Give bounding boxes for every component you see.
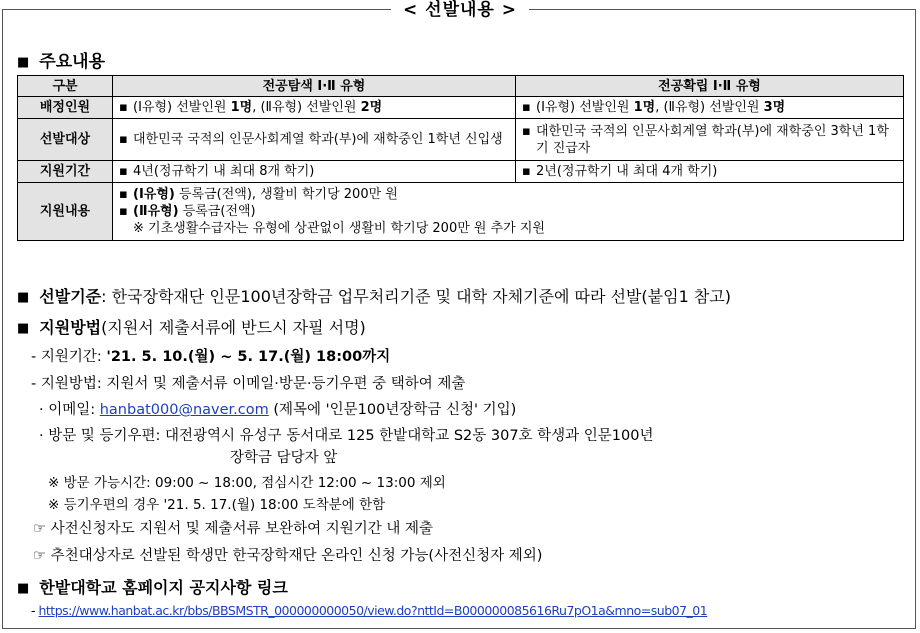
square-bullet-icon: ■: [17, 55, 30, 70]
row-label: 선발대상: [18, 119, 113, 161]
email-link[interactable]: hanbat000@naver.com: [99, 402, 269, 418]
row-bullet-icon: ▪: [119, 132, 128, 147]
pre-applicant-note: ☞ 사전신청자도 지원서 및 제출서류 보완하여 지원기간 내 제출: [33, 521, 434, 537]
row-bullet-icon: ▪: [522, 100, 531, 115]
criteria-line: ■ 선발기준: 한국장학재단 인문100년장학금 업무처리기준 및 대학 자체기준에 따라 선발(붙임1 참고): [17, 287, 731, 306]
row-bullet-icon: ▪: [522, 123, 531, 139]
table-row: [18, 161, 904, 183]
method-heading: ■ 지원방법(지원서 제출서류에 반드시 자필 서명): [17, 318, 366, 337]
table-row: [18, 119, 904, 161]
selection-table: [17, 75, 904, 241]
row-bullet-icon: ▪: [119, 187, 128, 202]
table-cell: ▪ (Ⅰ유형) 선발인원 1명, (Ⅱ유형) 선발인원 2명: [113, 97, 516, 119]
table-cell: ▪ (Ⅰ유형) 선발인원 1명, (Ⅱ유형) 선발인원 3명: [516, 97, 904, 119]
table-row: [18, 183, 904, 241]
homepage-link-line: - https://www.hanbat.ac.kr/bbs/BBSMSTR_000000000050/view.do?nttId=B000000085616Ru7pO1a&mno=sub07_01: [31, 603, 708, 618]
online-apply-note: ☞ 추천대상자로 선발된 학생만 한국장학재단 온라인 신청 가능(사전신청자 제외): [33, 548, 543, 564]
visit-line-cont: 장학금 담당자 앞: [230, 450, 338, 466]
table-header-row: [18, 76, 904, 97]
row-bullet-icon: ▪: [522, 164, 531, 179]
table-header-explore: 전공탐색 Ⅰ·Ⅱ 유형: [113, 76, 516, 97]
row-bullet-icon: ▪: [119, 164, 128, 179]
email-line: · 이메일: hanbat000@naver.com (제목에 '인문100년장학금 신청' 기입): [39, 402, 517, 418]
support-note: ※ 기초생활수급자는 유형에 상관없이 생활비 학기당 200만 원 추가 지원: [133, 221, 545, 236]
square-bullet-icon: ■: [17, 581, 30, 596]
homepage-link[interactable]: https://www.hanbat.ac.kr/bbs/BBSMSTR_000000000050/view.do?nttId=B000000085616Ru7pO1a&mno=sub07_01: [38, 603, 708, 618]
square-bullet-icon: ■: [17, 290, 30, 305]
table-cell: ▪ 대한민국 국적의 인문사회계열 학과(부)에 재학중인 1학년 신입생: [113, 119, 516, 161]
row-bullet-icon: ▪: [119, 204, 128, 219]
table-cell-support: ▪ (Ⅰ유형) 등록금(전액), 생활비 학기당 200만 원 ▪ (Ⅱ유형) 등록금(전액) ※ 기초생활수급자는 유형에 상관없이 생활비 학기당 200만 원 추가 지원: [113, 183, 904, 241]
table-row: [18, 97, 904, 119]
method-line: - 지원방법: 지원서 및 제출서류 이메일·방문·등기우편 중 택하여 제출: [31, 376, 466, 392]
visit-line: · 방문 및 등기우편: 대전광역시 유성구 동서대로 125 한밭대학교 S2동 307호 학생과 인문100년: [39, 428, 654, 444]
period-line: - 지원기간: '21. 5. 10.(월) ~ 5. 17.(월) 18:00까지: [31, 349, 391, 365]
section-main-heading: ■ 주요내용: [17, 52, 105, 72]
visit-hours-note: ※ 방문 가능시간: 09:00 ~ 18:00, 점심시간 12:00 ~ 13:00 제외: [48, 475, 446, 491]
page-title: < 선발내용 >: [391, 0, 529, 20]
row-label: 배정인원: [18, 97, 113, 119]
square-bullet-icon: ■: [17, 321, 30, 336]
table-cell: ▪ 4년(정규학기 내 최대 8개 학기): [113, 161, 516, 183]
homepage-heading: ■ 한밭대학교 홈페이지 공지사항 링크: [17, 578, 288, 597]
row-label: 지원내용: [18, 183, 113, 241]
mail-deadline-note: ※ 등기우편의 경우 '21. 5. 17.(월) 18:00 도착분에 한함: [48, 497, 386, 513]
title-wrap: [0, 0, 920, 20]
table-header-establish: 전공확립 Ⅰ·Ⅱ 유형: [516, 76, 904, 97]
table-cell: ▪ 대한민국 국적의 인문사회계열 학과(부)에 재학중인 3학년 1학기 진급자: [516, 119, 904, 161]
table-header-category: 구분: [18, 76, 113, 97]
row-label: 지원기간: [18, 161, 113, 183]
table-cell: ▪ 2년(정규학기 내 최대 4개 학기): [516, 161, 904, 183]
row-bullet-icon: ▪: [119, 100, 128, 115]
